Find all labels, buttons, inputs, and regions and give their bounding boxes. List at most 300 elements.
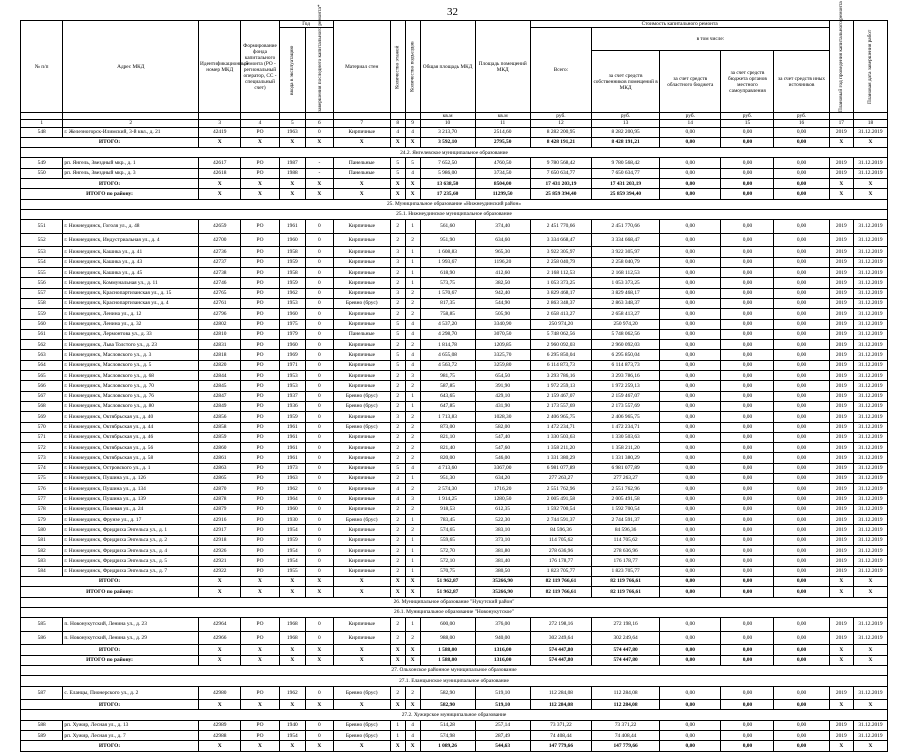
table-cell: Панельные: [333, 329, 390, 339]
table-cell: 2019: [829, 298, 853, 308]
table-cell: 2019: [829, 371, 853, 381]
table-cell: 553: [21, 247, 63, 257]
table-cell: 1316,00: [475, 655, 530, 665]
table-cell: 0,00: [721, 731, 774, 741]
table-cell: РО: [241, 412, 279, 422]
address-cell: г. Нижнеудинск, Фридриха Энгельса ул., д. 1: [63, 525, 199, 535]
table-cell: 0,00: [721, 391, 774, 401]
table-cell: 6 295 850,04: [530, 350, 591, 360]
table-cell: 0,00: [721, 278, 774, 288]
table-cell: 4760,50: [475, 158, 530, 168]
table-cell: X: [405, 700, 420, 710]
table-cell: X: [390, 179, 405, 189]
column-number: 12: [530, 120, 591, 127]
page-number: 32: [447, 6, 458, 18]
table-cell: 0,00: [774, 587, 829, 597]
table-cell: X: [241, 741, 279, 751]
table-cell: 278 636,96: [530, 546, 591, 556]
table-cell: РО: [241, 233, 279, 247]
header-local: за счет средств бюджета органов местного самоуправления: [721, 51, 774, 113]
table-cell: 0,00: [774, 412, 829, 422]
table-cell: 2019: [829, 504, 853, 514]
table-row: [21, 463, 888, 473]
table-cell: 42659: [199, 220, 241, 234]
table-cell: 1960: [279, 309, 305, 319]
table-cell: 0,00: [774, 127, 829, 137]
table-cell: 2019: [829, 686, 853, 700]
table-cell: 0,00: [774, 298, 829, 308]
header-entrances: Количество подъездов: [405, 21, 420, 113]
table-cell: 42980: [199, 686, 241, 700]
table-row: [21, 453, 888, 463]
table-cell: 0,00: [721, 309, 774, 319]
address-cell: г. Нижнеудинск, Кашика ул., д. 43: [63, 257, 199, 267]
table-cell: 2: [390, 566, 405, 576]
column-number: 5: [279, 120, 305, 127]
table-cell: 35266,90: [475, 587, 530, 597]
units-row: [21, 113, 888, 120]
table-cell: 0,00: [721, 288, 774, 298]
table-cell: 0: [306, 360, 334, 370]
table-cell: 2 658 413,27: [530, 309, 591, 319]
table-cell: 1959: [279, 412, 305, 422]
table-cell: 0,00: [660, 412, 721, 422]
total-label: ИТОГО по району:: [21, 189, 199, 199]
table-cell: 4: [405, 463, 420, 473]
table-cell: 0,00: [660, 233, 721, 247]
table-cell: 287,49: [475, 731, 530, 741]
table-cell: 2: [390, 371, 405, 381]
table-cell: 0,00: [774, 278, 829, 288]
section-header-row: [21, 209, 888, 219]
table-cell: 0,00: [660, 546, 721, 556]
table-cell: 73 371,22: [530, 720, 591, 730]
table-cell: 42917: [199, 525, 241, 535]
table-cell: 2019: [829, 247, 853, 257]
table-cell: 570,75: [420, 566, 475, 576]
table-cell: 820,00: [420, 453, 475, 463]
address-cell: г. Нижнеудинск, Октябрьская ул., д. 56: [63, 443, 199, 453]
table-cell: X: [279, 655, 305, 665]
address-cell: г. Нижнеудинск, Масловского ул., д. 70: [63, 381, 199, 391]
table-cell: 2: [390, 391, 405, 401]
table-cell: 2019: [829, 535, 853, 545]
table-cell: X: [241, 179, 279, 189]
table-cell: 147 779,66: [592, 741, 660, 751]
table-cell: 0,00: [660, 686, 721, 700]
table-cell: 3: [390, 412, 405, 422]
table-cell: 574: [21, 463, 63, 473]
table-cell: РО: [241, 340, 279, 350]
table-cell: 942,40: [475, 288, 530, 298]
table-cell: 8 282 200,95: [592, 127, 660, 137]
table-cell: 1: [405, 566, 420, 576]
table-cell: 2019: [829, 268, 853, 278]
table-row: [21, 127, 888, 137]
table-cell: 0,00: [721, 720, 774, 730]
table-cell: 0: [306, 233, 334, 247]
table-cell: 82 119 766,61: [592, 587, 660, 597]
table-cell: 0,00: [774, 566, 829, 576]
table-cell: X: [390, 741, 405, 751]
table-cell: X: [829, 189, 853, 199]
table-cell: 4: [390, 127, 405, 137]
table-cell: 554: [21, 257, 63, 267]
table-cell: Кирпичные: [333, 350, 390, 360]
table-cell: 31.12.2019: [853, 350, 887, 360]
table-cell: X: [829, 700, 853, 710]
table-cell: 31.12.2019: [853, 278, 887, 288]
table-cell: 1: [405, 268, 420, 278]
table-cell: X: [390, 576, 405, 586]
table-cell: 42818: [199, 350, 241, 360]
table-row: [21, 546, 888, 556]
table-cell: 2: [405, 631, 420, 645]
table-cell: 8504,00: [475, 179, 530, 189]
table-cell: X: [279, 179, 305, 189]
table-cell: 1 089,26: [420, 741, 475, 751]
table-row: [21, 298, 888, 308]
table-cell: 2: [390, 278, 405, 288]
table-cell: 2019: [829, 350, 853, 360]
table-cell: 31.12.2019: [853, 443, 887, 453]
table-cell: 0,00: [660, 720, 721, 730]
table-cell: 9 780 568,42: [592, 158, 660, 168]
table-cell: 1963: [279, 127, 305, 137]
table-cell: 0,00: [660, 288, 721, 298]
table-cell: -: [306, 168, 334, 178]
table-cell: 302 249,64: [530, 631, 591, 645]
table-cell: 31.12.2019: [853, 525, 887, 535]
table-cell: 0,00: [660, 655, 721, 665]
table-cell: 1958: [279, 268, 305, 278]
table-row: [21, 329, 888, 339]
table-cell: 2: [390, 556, 405, 566]
table-cell: 2019: [829, 158, 853, 168]
table-cell: 51 962,87: [420, 587, 475, 597]
address-cell: г. Нижнеудинск, Октябрьская ул., д. 58: [63, 453, 199, 463]
address-cell: г. Нижнеудинск, Фрунзе ул., д. 17: [63, 515, 199, 525]
table-cell: 1: [405, 618, 420, 632]
header-planned-year: Плановый год проведения капитального ремонта: [829, 21, 853, 113]
table-cell: 2: [390, 618, 405, 632]
capital-repair-table: [20, 1, 888, 752]
table-cell: 1 972 259,13: [530, 381, 591, 391]
table-cell: РО: [241, 329, 279, 339]
table-cell: 431,90: [475, 401, 530, 411]
header-year-group: Год: [279, 21, 333, 28]
table-cell: 0: [306, 247, 334, 257]
table-cell: 0: [306, 566, 334, 576]
table-cell: 42856: [199, 412, 241, 422]
table-cell: 4: [405, 319, 420, 329]
header-planned-date: Плановая дата завершения работ: [853, 21, 887, 113]
table-cell: Бревно (брус): [333, 401, 390, 411]
table-cell: 2019: [829, 463, 853, 473]
table-row: [21, 443, 888, 453]
table-row: [21, 247, 888, 257]
table-cell: 560: [21, 319, 63, 329]
table-cell: 2019: [829, 220, 853, 234]
table-cell: X: [390, 700, 405, 710]
table-cell: 634,60: [475, 233, 530, 247]
table-cell: X: [199, 189, 241, 199]
table-cell: 31.12.2019: [853, 233, 887, 247]
table-cell: 3367,00: [475, 463, 530, 473]
table-cell: 549: [21, 158, 63, 168]
table-cell: 2019: [829, 566, 853, 576]
table-cell: 0: [306, 412, 334, 422]
table-cell: 0,00: [660, 340, 721, 350]
address-cell: г. Нижнеудинск, Ленина ул., д. 12: [63, 309, 199, 319]
table-cell: 9 780 568,42: [530, 158, 591, 168]
table-cell: 0,00: [774, 463, 829, 473]
table-cell: РО: [241, 257, 279, 267]
table-cell: 5: [390, 319, 405, 329]
table-cell: 42859: [199, 432, 241, 442]
table-cell: 84 596,36: [530, 525, 591, 535]
table-cell: Кирпичные: [333, 631, 390, 645]
table-cell: Кирпичные: [333, 504, 390, 514]
table-cell: 2019: [829, 278, 853, 288]
table-cell: 0,00: [774, 546, 829, 556]
table-cell: 0,00: [660, 473, 721, 483]
table-cell: 2: [390, 381, 405, 391]
table-cell: 3 293 786,16: [592, 371, 660, 381]
table-cell: 0,00: [774, 168, 829, 178]
table-cell: 585: [21, 618, 63, 632]
table-cell: 3 829 468,17: [530, 288, 591, 298]
table-cell: 2: [390, 233, 405, 247]
table-cell: РО: [241, 566, 279, 576]
header-fund: Формирование фонда капитального ремонта (РО - региональный оператор, СС - специальный счет): [241, 21, 279, 113]
table-cell: 42617: [199, 158, 241, 168]
table-cell: 31.12.2019: [853, 401, 887, 411]
table-row: [21, 350, 888, 360]
table-cell: 1958: [279, 247, 305, 257]
table-cell: 8 282 200,95: [530, 127, 591, 137]
table-cell: 548: [21, 127, 63, 137]
table-cell: 4 537,20: [420, 319, 475, 329]
table-cell: 0: [306, 556, 334, 566]
table-cell: РО: [241, 618, 279, 632]
table-cell: 1: [405, 546, 420, 556]
total-label: ИТОГО:: [21, 741, 199, 751]
table-cell: 2019: [829, 515, 853, 525]
table-cell: 0,00: [721, 220, 774, 234]
header-year-done: завершения последнего капитального ремонта*: [306, 28, 334, 113]
table-cell: 0,00: [774, 360, 829, 370]
table-cell: 0: [306, 535, 334, 545]
table-cell: X: [390, 587, 405, 597]
table-cell: 1 592 700,54: [592, 504, 660, 514]
table-cell: 1973: [279, 463, 305, 473]
address-cell: рп. Янгель, Звездный мкр., д. 3: [63, 168, 199, 178]
table-cell: 0,00: [774, 179, 829, 189]
table-row: [21, 720, 888, 730]
table-cell: 3 334 668,47: [592, 233, 660, 247]
table-row: [21, 278, 888, 288]
table-cell: Кирпичные: [333, 381, 390, 391]
table-cell: 31.12.2019: [853, 535, 887, 545]
table-cell: 42926: [199, 546, 241, 556]
table-row: [21, 484, 888, 494]
table-cell: 0,00: [721, 233, 774, 247]
table-cell: 0,00: [660, 350, 721, 360]
table-cell: Кирпичные: [333, 566, 390, 576]
table-cell: РО: [241, 168, 279, 178]
header-num: № п/п: [21, 21, 63, 113]
table-cell: 0: [306, 391, 334, 401]
table-cell: 0,00: [774, 515, 829, 525]
table-cell: 1 608,83: [420, 247, 475, 257]
table-cell: X: [829, 655, 853, 665]
table-cell: 1 592 700,54: [530, 504, 591, 514]
table-row: [21, 319, 888, 329]
table-cell: 0,00: [721, 618, 774, 632]
table-cell: 0: [306, 453, 334, 463]
table-cell: 31.12.2019: [853, 371, 887, 381]
table-cell: 0,00: [774, 443, 829, 453]
address-cell: г. Нижнеудинск, Пушина ул., д. 139: [63, 494, 199, 504]
table-cell: РО: [241, 453, 279, 463]
table-cell: 42738: [199, 268, 241, 278]
table-cell: X: [279, 137, 305, 147]
table-row: [21, 257, 888, 267]
table-cell: 0: [306, 720, 334, 730]
table-cell: 2 005 491,58: [592, 494, 660, 504]
table-cell: 0,00: [660, 360, 721, 370]
table-cell: 0,00: [660, 566, 721, 576]
table-cell: 0,00: [660, 371, 721, 381]
table-cell: 0,00: [774, 686, 829, 700]
table-row: [21, 360, 888, 370]
table-cell: 2019: [829, 257, 853, 267]
table-cell: 572,10: [420, 556, 475, 566]
table-cell: 0,00: [721, 127, 774, 137]
table-cell: 2 173 557,69: [530, 401, 591, 411]
table-cell: 3325,70: [475, 350, 530, 360]
table-cell: 2 744 591,37: [530, 515, 591, 525]
table-cell: 6 295 850,04: [592, 350, 660, 360]
table-cell: 552: [21, 233, 63, 247]
address-cell: г. Нижнеудинск, Пушина ул., д. 134: [63, 484, 199, 494]
table-cell: 654,50: [475, 371, 530, 381]
table-cell: РО: [241, 720, 279, 730]
table-cell: 2: [390, 473, 405, 483]
table-cell: 6 114 873,73: [592, 360, 660, 370]
address-cell: г. Нижнеудинск, Лермонтова ул., д. 33: [63, 329, 199, 339]
table-cell: 2019: [829, 546, 853, 556]
table-cell: 1959: [279, 535, 305, 545]
table-cell: 2: [390, 309, 405, 319]
table-cell: 559: [21, 309, 63, 319]
table-cell: 5 748 062,56: [530, 329, 591, 339]
table-cell: 2 168 112,53: [592, 268, 660, 278]
table-cell: 574,98: [420, 731, 475, 741]
address-cell: г. Нижнеудинск, Льва Толстого ул., д. 23: [63, 340, 199, 350]
table-cell: 0,00: [721, 158, 774, 168]
table-cell: 0,00: [660, 453, 721, 463]
table-cell: 31.12.2019: [853, 319, 887, 329]
table-cell: 4 713,60: [420, 463, 475, 473]
table-cell: 0,00: [721, 329, 774, 339]
table-cell: 0,00: [774, 391, 829, 401]
table-cell: Кирпичные: [333, 309, 390, 319]
table-cell: X: [279, 587, 305, 597]
unit: кв.м: [420, 113, 475, 120]
table-cell: X: [306, 137, 334, 147]
table-cell: 31.12.2019: [853, 288, 887, 298]
table-cell: 2: [405, 288, 420, 298]
table-cell: 0,00: [774, 655, 829, 665]
table-cell: 0,00: [721, 655, 774, 665]
table-cell: 1: [390, 720, 405, 730]
table-cell: 561,60: [420, 220, 475, 234]
table-cell: X: [333, 179, 390, 189]
table-cell: 373,10: [475, 535, 530, 545]
table-cell: 17 235,60: [420, 189, 475, 199]
table-cell: 1 331 380,29: [592, 453, 660, 463]
table-cell: 31.12.2019: [853, 158, 887, 168]
table-cell: 2019: [829, 453, 853, 463]
table-cell: 2 551 762,96: [592, 484, 660, 494]
table-cell: X: [405, 587, 420, 597]
table-cell: 6 981 077,89: [530, 463, 591, 473]
section-header-row: [21, 607, 888, 617]
table-cell: 1: [405, 556, 420, 566]
header-ident: Идентификационный номер МКД: [199, 21, 241, 113]
table-cell: Кирпичные: [333, 319, 390, 329]
table-cell: 951,30: [420, 473, 475, 483]
table-cell: Кирпичные: [333, 288, 390, 298]
table-cell: 1 713,83: [420, 412, 475, 422]
table-cell: 31.12.2019: [853, 566, 887, 576]
section-header-row: [21, 148, 888, 158]
table-cell: РО: [241, 535, 279, 545]
table-cell: 0,00: [721, 422, 774, 432]
table-cell: 0,00: [721, 247, 774, 257]
table-cell: 2: [405, 340, 420, 350]
table-cell: 2 960 092,03: [592, 340, 660, 350]
table-cell: 112 284,08: [530, 686, 591, 700]
table-cell: 2 159 467,07: [592, 391, 660, 401]
table-cell: 0: [306, 350, 334, 360]
table-cell: Кирпичные: [333, 247, 390, 257]
table-cell: 600,00: [420, 618, 475, 632]
table-cell: 4: [405, 360, 420, 370]
table-cell: 1959: [279, 257, 305, 267]
table-cell: 272 198,16: [530, 618, 591, 632]
table-cell: 0,00: [721, 381, 774, 391]
table-cell: 31.12.2019: [853, 504, 887, 514]
table-cell: 2: [405, 525, 420, 535]
table-cell: 1: [405, 515, 420, 525]
table-cell: 114 705,62: [592, 535, 660, 545]
table-cell: 31.12.2019: [853, 463, 887, 473]
table-cell: 4: [390, 484, 405, 494]
table-cell: 3070,50: [475, 329, 530, 339]
table-cell: 574 447,80: [530, 645, 591, 655]
table-cell: 580: [21, 525, 63, 535]
table-cell: 2019: [829, 288, 853, 298]
table-cell: 579: [21, 515, 63, 525]
table-cell: 618,90: [420, 268, 475, 278]
table-cell: 0,00: [660, 127, 721, 137]
table-cell: X: [390, 189, 405, 199]
table-cell: 1937: [279, 391, 305, 401]
table-cell: 31.12.2019: [853, 720, 887, 730]
